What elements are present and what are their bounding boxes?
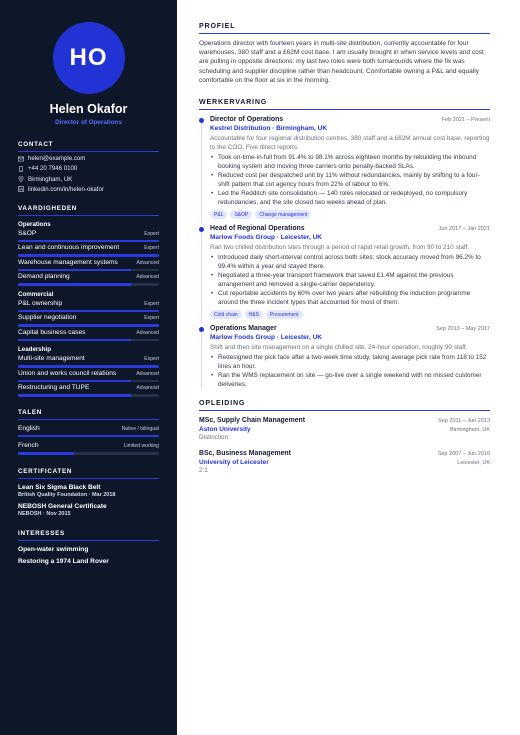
contact-phone[interactable] <box>18 165 159 172</box>
skill-level: Advanced <box>136 385 159 392</box>
skill-level: Expert <box>144 300 159 307</box>
edu-school: Aston University <box>199 425 251 433</box>
certificate-issuer: NEBOSH · Nov 2015 <box>18 510 71 517</box>
job-tag: P&L <box>210 210 227 219</box>
skill-level: Expert <box>144 356 159 363</box>
skill-item <box>18 300 159 313</box>
edu-location: Leicester, UK <box>457 459 490 466</box>
job-entry <box>199 225 490 319</box>
job-bullets <box>210 353 490 389</box>
education-entry <box>199 417 490 441</box>
skill-item <box>18 230 159 243</box>
skills-section <box>18 205 159 397</box>
experience-heading: WERKERVARING <box>199 98 490 110</box>
job-bullet: • Led the Redditch site consolidation — 140 roles relocated or redeployed, no compulsory redundancies, and the site closed two weeks ahead of plan. <box>210 189 490 207</box>
job-bullet: • Reduced cost per despatched unit by 11% without redundancies, mainly by shifting to a four-shift pattern that cut agency hours from 22% of labour to 6%. <box>210 171 490 189</box>
edu-location: Birmingham, UK <box>449 426 490 433</box>
job-bullets <box>210 153 490 207</box>
job-tag: S&OP <box>230 210 252 219</box>
skill-name: Capital business cases <box>18 328 86 336</box>
language-bar <box>18 452 159 455</box>
skill-item <box>18 329 159 342</box>
job-company: Marlow Foods Group · Leicester, UK <box>210 334 322 342</box>
job-entry <box>199 116 490 219</box>
languages-heading: TALEN <box>18 409 159 420</box>
skills-heading: VAARDIGHEDEN <box>18 205 159 216</box>
edu-school: University of Leicester <box>199 458 269 466</box>
languages-section <box>18 409 159 455</box>
contact-location-text: Birmingham, UK <box>28 175 73 183</box>
skill-name: Warehouse management systems <box>18 258 118 266</box>
skill-name: S&OP <box>18 229 37 237</box>
skill-name: Union and works council relations <box>18 369 117 377</box>
skill-bar-fill <box>18 240 159 243</box>
skill-bar-fill <box>18 310 159 313</box>
skill-group-title: Commercial <box>18 290 54 298</box>
skill-bar <box>18 269 159 272</box>
skill-bar <box>18 324 159 327</box>
phone-icon <box>18 166 24 172</box>
skill-level: Advanced <box>136 259 159 266</box>
language-level: Native / bilingual <box>121 425 159 432</box>
contact-email-text: helen@example.com <box>28 155 86 163</box>
contact-heading: CONTACT <box>18 141 159 152</box>
skill-bar <box>18 283 159 286</box>
certificate-name: Lean Six Sigma Black Belt <box>18 483 101 491</box>
skill-item <box>18 273 159 286</box>
contact-phone-text: +44 20 7946 0100 <box>28 165 78 173</box>
edu-degree: MSc, Supply Chain Management <box>199 417 306 425</box>
edu-dates: Sep 2007 – Jun 2010 <box>437 451 490 458</box>
person-name: Helen Okafor <box>49 102 128 116</box>
contact-email[interactable] <box>18 155 159 162</box>
job-dates: Feb 2021 – Present <box>441 117 490 124</box>
education-heading: OPLEIDING <box>199 399 490 411</box>
location-icon <box>18 176 24 182</box>
skill-item <box>18 384 159 397</box>
skill-group-title: Leadership <box>18 346 52 354</box>
job-bullet: • Redesigned the pick face after a two-week time study, taking average pick rate from 118 to 152 lines an hour. <box>210 353 490 371</box>
job-tag: Change management <box>255 210 311 219</box>
contact-linkedin-text: linkedin.com/in/helen-okafor <box>28 185 104 193</box>
job-bullets <box>210 253 490 307</box>
profile-section <box>199 22 490 85</box>
language-item <box>18 425 159 438</box>
certificate-item <box>18 484 159 498</box>
skill-name: Lean and continuous improvement <box>18 244 120 252</box>
timeline-dot <box>199 327 204 332</box>
job-tag: Procurement <box>266 310 303 319</box>
edu-note: Distinction <box>199 434 229 442</box>
contact-section <box>18 141 159 193</box>
job-summary: Shift and then site management on a single chilled site, 24-hour operation, roughly 90 staff. <box>210 344 468 352</box>
skill-item <box>18 259 159 272</box>
language-name: French <box>18 442 39 450</box>
certificate-item <box>18 503 159 517</box>
contact-linkedin[interactable] <box>18 186 159 193</box>
certificates-section <box>18 468 159 517</box>
job-company: Marlow Foods Group · Leicester, UK <box>210 234 322 242</box>
skill-bar-fill <box>18 339 131 342</box>
skill-level: Advanced <box>136 370 159 377</box>
skill-name: Multi-site management <box>18 355 85 363</box>
job-bullet: • Took on-time-in-full from 91.4% to 98.1% across eighteen months by rebuilding the inbound booking system and moving three carriers onto penalty-backed SLAs. <box>210 153 490 171</box>
language-name: English <box>18 424 40 432</box>
skill-bar-fill <box>18 365 159 368</box>
skill-item <box>18 370 159 383</box>
skill-bar <box>18 365 159 368</box>
job-tag: H&S <box>245 310 263 319</box>
skill-bar <box>18 394 159 397</box>
skill-item <box>18 355 159 368</box>
skill-name: Demand planning <box>18 273 70 281</box>
skill-bar-fill <box>18 254 159 257</box>
skill-bar-fill <box>18 283 131 286</box>
language-bar-fill <box>18 435 159 438</box>
education-section <box>199 399 490 474</box>
linkedin-icon <box>18 186 24 192</box>
person-role: Director of Operations <box>55 119 122 126</box>
job-summary: Accountable for four regional distribution centres, 380 staff and a £62M annual cost base, reporting to the COO. Five direct reports. <box>210 135 490 152</box>
job-title: Head of Regional Operations <box>210 225 305 233</box>
skill-level: Expert <box>144 230 159 237</box>
skill-name: Supplier negotiation <box>18 314 77 322</box>
avatar: HO <box>53 22 125 94</box>
job-tag: Cold chain <box>210 310 242 319</box>
job-tags <box>210 310 490 319</box>
interest-item: Open-water swimming <box>18 545 89 553</box>
interests-section <box>18 530 159 565</box>
skill-bar <box>18 380 159 383</box>
edu-note: 2:1 <box>199 467 208 475</box>
profile-text: Operations director with fourteen years in multi-site distribution, currently accountable for four warehouses, 380 staff and a £62M cost base. I am usually brought in when service levels and cost are pulling in opposite directions: my last two roles were both turnarounds where the fix was scheduling and supplier discipline rather than headcount. Comfortable owning a P&L and equally comfortable on the floor at six in the morning. <box>199 40 484 84</box>
job-dates: Jun 2017 – Jan 2021 <box>438 226 490 233</box>
mail-icon <box>18 156 24 162</box>
job-company: Kestrel Distribution · Birmingham, UK <box>210 125 328 133</box>
skill-name: P&L ownership <box>18 299 63 307</box>
profile-heading: PROFIEL <box>199 22 490 34</box>
timeline-dot <box>199 118 204 123</box>
language-bar-fill <box>18 452 74 455</box>
job-summary: Ran two chilled distribution sites through a period of rapid retail growth, from 90 to 210 staff. <box>210 244 470 252</box>
skill-bar-fill <box>18 324 159 327</box>
language-level: Limited working <box>123 443 159 450</box>
job-bullet: • Introduced daily short-interval control across both sites; stock accuracy moved from 96.2% to 99.4% within a year and stayed there. <box>210 253 490 271</box>
skill-bar-fill <box>18 380 131 383</box>
skill-name: Restructuring and TUPE <box>18 384 90 392</box>
skill-group-title: Operations <box>18 220 51 228</box>
skill-bar-fill <box>18 394 131 397</box>
interest-item: Restoring a 1974 Land Rover <box>18 557 109 565</box>
job-title: Operations Manager <box>210 325 277 333</box>
skill-level: Expert <box>144 245 159 252</box>
certificate-name: NEBOSH General Certificate <box>18 502 107 510</box>
skill-item <box>18 314 159 327</box>
edu-dates: Sep 2011 – Jun 2013 <box>438 418 490 425</box>
sidebar <box>0 0 177 735</box>
job-bullet: • Cut reportable accidents by 60% over two years after rebuilding the induction programme around the three incident types that accounted for most of them. <box>210 289 490 307</box>
main-content <box>177 0 520 735</box>
contact-location <box>18 176 159 183</box>
job-tags <box>210 210 490 219</box>
skill-bar <box>18 254 159 257</box>
skill-level: Advanced <box>136 274 159 281</box>
skill-bar <box>18 240 159 243</box>
skill-item <box>18 244 159 257</box>
edu-degree: BSc, Business Management <box>199 450 291 458</box>
skill-bar-fill <box>18 269 131 272</box>
certificate-issuer: British Quality Foundation · Mar 2018 <box>18 491 116 498</box>
job-bullet: • Negotiated a three-year transport framework that saved £1.4M against the previous arrangement and removed a single-carrier dependency. <box>210 271 490 289</box>
education-entry <box>199 450 490 474</box>
interests-heading: INTERESSES <box>18 530 159 541</box>
language-item <box>18 442 159 455</box>
job-bullet: • Ran the WMS replacement on site — go-live over a single weekend with no missed customer deliveries. <box>210 371 490 389</box>
job-entry <box>199 325 490 389</box>
job-dates: Sep 2013 – May 2017 <box>436 326 490 333</box>
certificates-heading: CERTIFICATEN <box>18 468 159 479</box>
language-bar <box>18 435 159 438</box>
skill-level: Advanced <box>136 329 159 336</box>
skill-bar <box>18 339 159 342</box>
experience-section <box>199 98 490 389</box>
timeline-dot <box>199 227 204 232</box>
skill-level: Expert <box>144 315 159 322</box>
skill-bar <box>18 310 159 313</box>
job-title: Director of Operations <box>210 116 284 124</box>
